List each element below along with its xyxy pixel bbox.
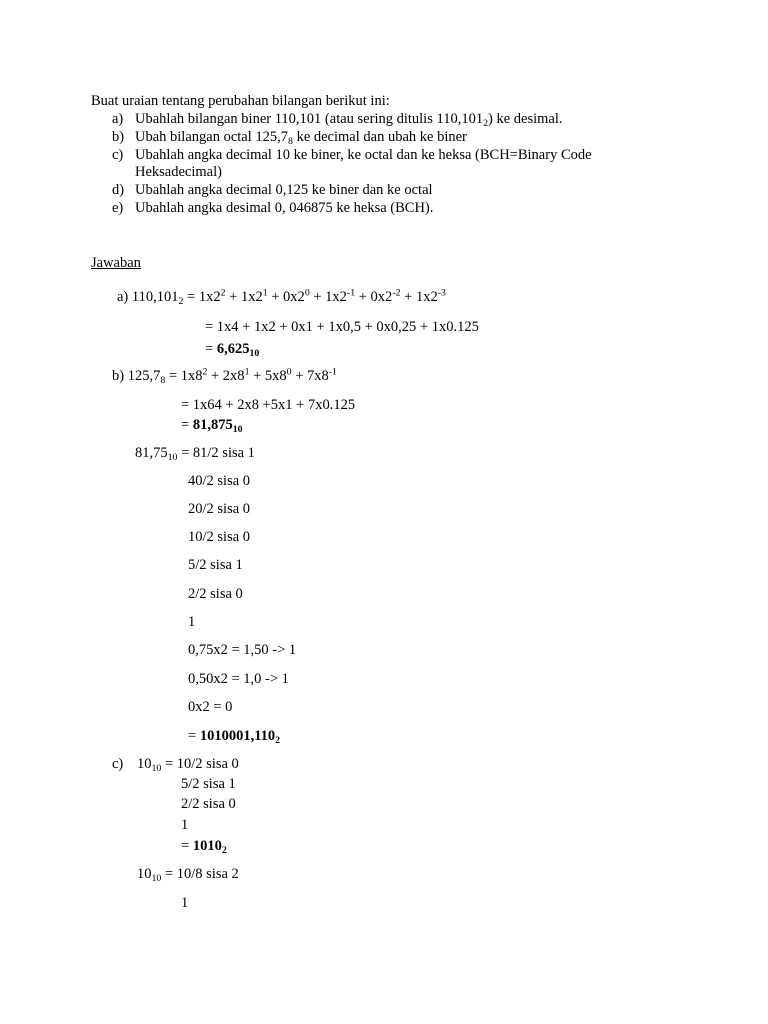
answer-b-result-prefix: = <box>181 417 193 433</box>
answer-b-equation <box>112 367 337 385</box>
answer-b-step: 5/2 sisa 1 <box>188 557 243 573</box>
answer-b-final <box>188 727 280 745</box>
answer-b-lead-sub: 8 <box>160 374 166 386</box>
answer-b-final-value: 1010001,110 <box>199 728 276 744</box>
answer-a-result-value: 6,625 <box>216 341 250 357</box>
item-c-continuation: Heksadecimal) <box>135 164 222 180</box>
item-a-part2: ) ke desimal. <box>488 111 563 127</box>
answer-b-conversion <box>135 444 255 462</box>
item-d-text: Ubahlah angka decimal 0,125 ke biner dan ke octal <box>135 182 433 198</box>
answer-a-term: + 0x2 <box>355 289 393 305</box>
item-b-part2: ke decimal dan ubah ke biner <box>292 129 467 145</box>
answer-b-final-prefix: = <box>188 728 200 744</box>
answer-c-octal-lead: 10 <box>137 866 152 882</box>
item-b-part1: Ubah bilangan octal 125,7 <box>135 129 289 145</box>
answer-a-exp: 0 <box>304 287 310 299</box>
answer-c-lead-sub: 10 <box>151 762 162 774</box>
answer-b-conv-sub: 10 <box>167 451 178 463</box>
answer-b-term: + 2x8 <box>207 368 245 384</box>
answer-c-octal-rest: 1 <box>181 895 189 911</box>
answer-b-conv-first: = 81/2 sisa 1 <box>177 445 255 461</box>
item-b-text <box>135 128 467 146</box>
answer-a-lead: a) 110,101 <box>117 289 179 305</box>
answer-a-result-prefix: = <box>205 341 217 357</box>
answer-a-term: + 1x2 <box>225 289 263 305</box>
answer-b-term: + 5x8 <box>249 368 287 384</box>
answer-a-lead-sub: 2 <box>178 295 184 307</box>
answer-c-result <box>181 837 227 855</box>
answer-b-exp: -1 <box>328 366 337 378</box>
answer-b-final-sub: 2 <box>275 734 281 746</box>
answer-a-exp: 1 <box>262 287 268 299</box>
answer-b-step: 0x2 = 0 <box>188 699 233 715</box>
answer-c-step: 5/2 sisa 1 <box>181 776 236 792</box>
item-d-label: d) <box>112 182 125 198</box>
answer-b-result-sub: 10 <box>232 423 243 435</box>
answer-b-step: 40/2 sisa 0 <box>188 473 251 489</box>
item-a-label: a) <box>112 111 124 127</box>
answer-c-equation <box>137 755 239 773</box>
answer-a-term: + 0x2 <box>267 289 305 305</box>
item-e-text: Ubahlah angka desimal 0, 046875 ke heksa (BCH). <box>135 200 434 216</box>
answer-b-term: + 7x8 <box>291 368 329 384</box>
answer-b-exp: 0 <box>286 366 292 378</box>
item-b-label: b) <box>112 129 125 145</box>
answer-a-exp: -3 <box>437 287 446 299</box>
answer-c-result-sub: 2 <box>221 844 227 856</box>
answer-a-exp: -1 <box>346 287 356 299</box>
answer-a-exp: -2 <box>392 287 401 299</box>
answer-a-term: = 1x2 <box>183 289 221 305</box>
answer-b-result <box>181 416 243 434</box>
item-a-subscript: 2 <box>483 117 488 129</box>
answer-a-line2: = 1x4 + 1x2 + 0x1 + 1x0,5 + 0x0,25 + 1x0.125 <box>205 319 479 335</box>
answer-c-step: 1 <box>181 817 189 833</box>
answer-c-result-value: 1010 <box>192 838 222 854</box>
answer-a-result-sub: 10 <box>249 347 260 359</box>
answer-heading: Jawaban <box>91 255 141 271</box>
answer-c-octal-first: = 10/8 sisa 2 <box>161 866 239 882</box>
answer-c-octal <box>137 865 239 883</box>
answer-a-term: + 1x2 <box>309 289 347 305</box>
item-c-label: c) <box>112 147 124 163</box>
item-a-part1: Ubahlah bilangan biner 110,101 (atau sering ditulis 110,101 <box>135 111 484 127</box>
answer-b-term: = 1x8 <box>165 368 203 384</box>
answer-b-lead: b) 125,7 <box>112 368 161 384</box>
answer-b-step: 1 <box>188 614 196 630</box>
item-e-label: e) <box>112 200 124 216</box>
answer-a-result <box>205 340 259 358</box>
answer-c-label: c) <box>112 756 124 772</box>
item-a-text <box>135 110 563 128</box>
answer-a-equation <box>117 288 446 306</box>
answer-c-result-prefix: = <box>181 838 193 854</box>
item-b-subscript: 8 <box>288 135 293 147</box>
answer-b-step: 0,75x2 = 1,50 -> 1 <box>188 642 297 658</box>
answer-c-step: 2/2 sisa 0 <box>181 796 236 812</box>
answer-c-octal-sub: 10 <box>151 872 162 884</box>
answer-a-term: + 1x2 <box>400 289 438 305</box>
answer-c-lead: 10 <box>137 756 152 772</box>
answer-b-line2: = 1x64 + 2x8 +5x1 + 7x0.125 <box>181 397 356 413</box>
answer-b-result-value: 81,875 <box>192 417 233 433</box>
answer-b-exp: 2 <box>202 366 208 378</box>
item-c-text: Ubahlah angka decimal 10 ke biner, ke octal dan ke heksa (BCH=Binary Code <box>135 147 592 163</box>
answer-a-exp: 2 <box>220 287 226 299</box>
answer-b-step: 10/2 sisa 0 <box>188 529 251 545</box>
answer-b-step: 0,50x2 = 1,0 -> 1 <box>188 671 289 687</box>
answer-b-step: 2/2 sisa 0 <box>188 586 243 602</box>
answer-b-exp: 1 <box>244 366 250 378</box>
answer-b-step: 20/2 sisa 0 <box>188 501 251 517</box>
question-intro: Buat uraian tentang perubahan bilangan berikut ini: <box>91 93 390 109</box>
answer-b-conv-lead: 81,75 <box>135 445 168 461</box>
answer-c-first: = 10/2 sisa 0 <box>161 756 239 772</box>
